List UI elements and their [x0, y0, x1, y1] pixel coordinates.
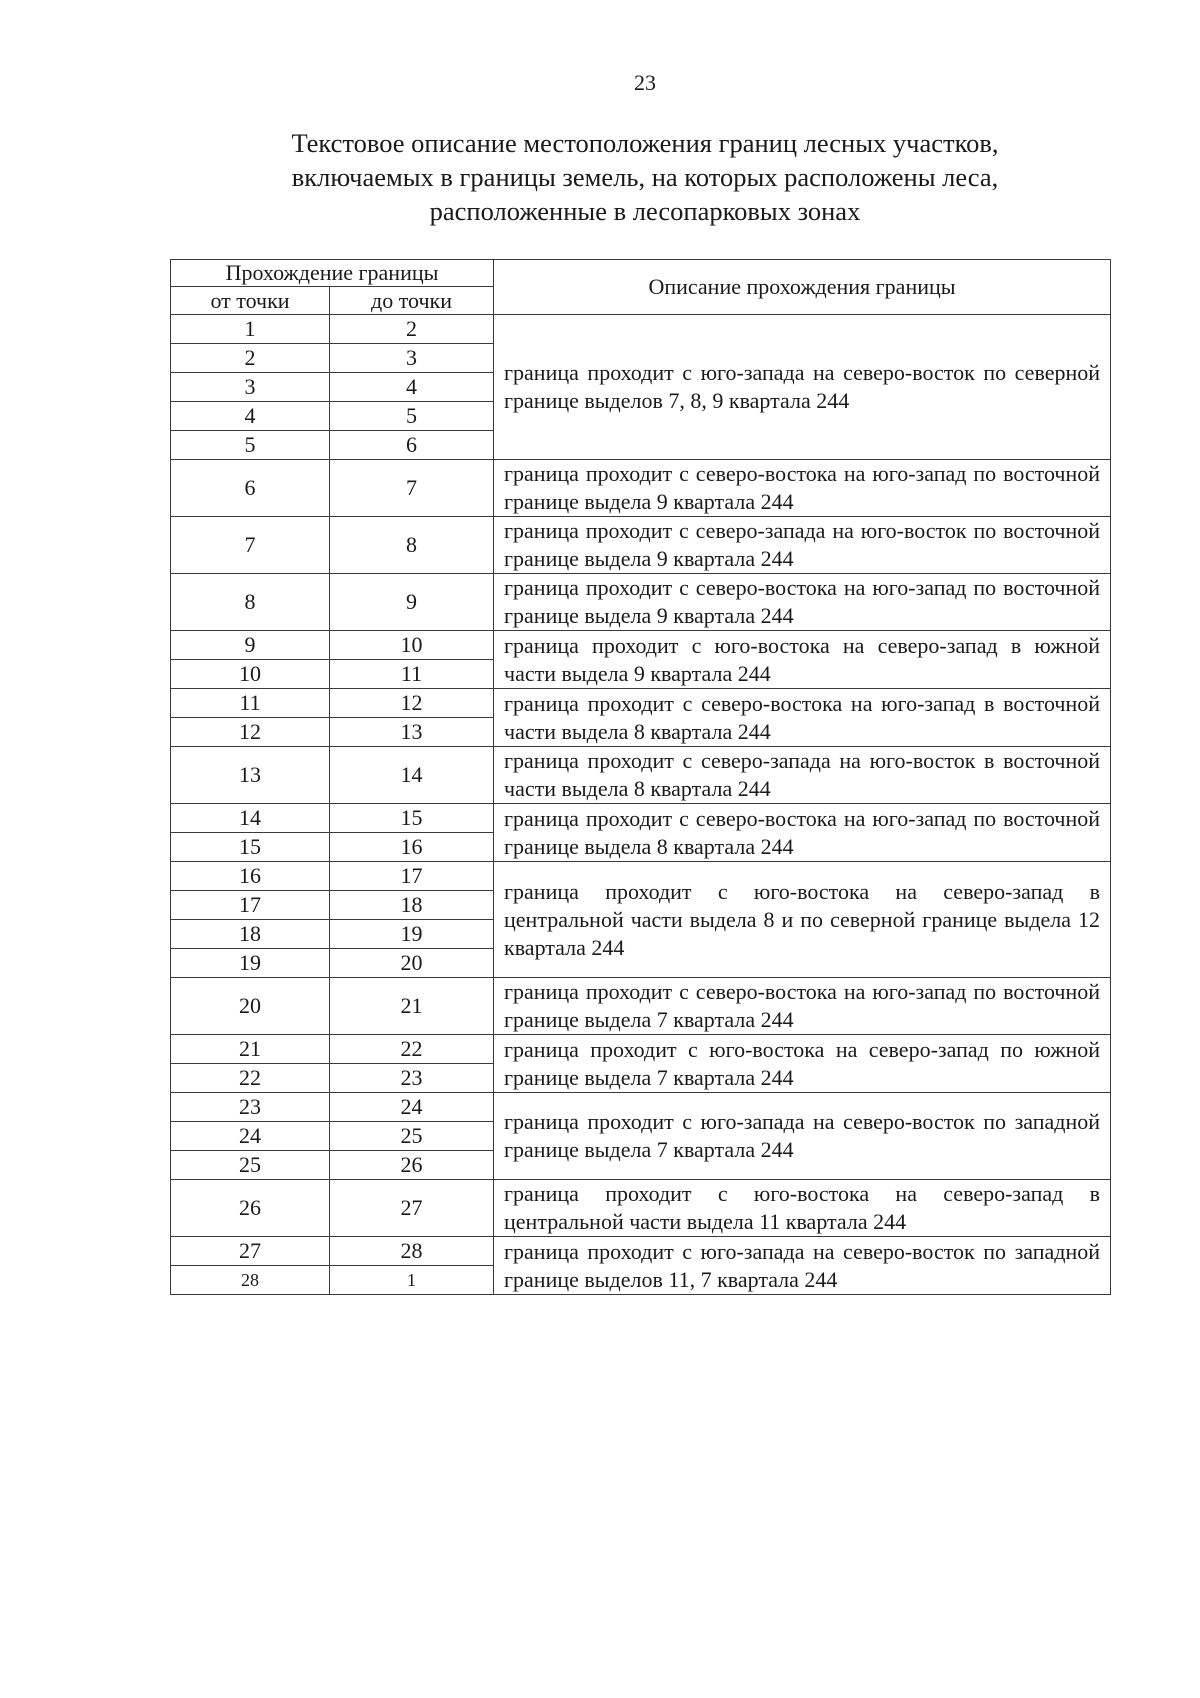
- from-point-cell: 18: [171, 920, 330, 949]
- table-body: [171, 315, 1111, 1295]
- from-point-cell: 19: [171, 949, 330, 978]
- table-row: [171, 315, 1111, 344]
- to-point-cell: 27: [330, 1180, 494, 1237]
- description-cell: граница проходит с северо-запада на юго-восток в восточной части выдела 8 квартала 244: [494, 747, 1111, 804]
- to-point-cell: 21: [330, 978, 494, 1035]
- from-point-cell: 14: [171, 804, 330, 833]
- to-point-cell: 18: [330, 891, 494, 920]
- to-point-cell: 26: [330, 1151, 494, 1180]
- from-point-cell: 13: [171, 747, 330, 804]
- description-cell: граница проходит с юго-востока на северо-запад по южной границе выдела 7 квартала 244: [494, 1035, 1111, 1093]
- to-point-cell: 2: [330, 315, 494, 344]
- from-point-cell: 9: [171, 631, 330, 660]
- to-point-cell: 5: [330, 402, 494, 431]
- from-point-cell: 5: [171, 431, 330, 460]
- from-point-cell: 25: [171, 1151, 330, 1180]
- to-point-cell: 15: [330, 804, 494, 833]
- from-point-cell: 11: [171, 689, 330, 718]
- to-point-cell: 24: [330, 1093, 494, 1122]
- to-point-cell: 14: [330, 747, 494, 804]
- table-row: [171, 1093, 1111, 1122]
- from-point-cell: 3: [171, 373, 330, 402]
- from-point-cell: 6: [171, 460, 330, 517]
- to-point-cell: 1: [330, 1266, 494, 1295]
- from-point-cell: 24: [171, 1122, 330, 1151]
- table-row: [171, 862, 1111, 891]
- description-cell: граница проходит с северо-востока на юго-запад по восточной границе выдела 9 квартала 244: [494, 460, 1111, 517]
- document-title: [170, 126, 1120, 228]
- to-point-cell: 12: [330, 689, 494, 718]
- table-row: [171, 747, 1111, 804]
- from-point-cell: 26: [171, 1180, 330, 1237]
- table-row: [171, 1035, 1111, 1064]
- table-row: [171, 804, 1111, 833]
- from-point-cell: 7: [171, 517, 330, 574]
- to-point-cell: 20: [330, 949, 494, 978]
- to-point-cell: 4: [330, 373, 494, 402]
- description-cell: граница проходит с юго-запада на северо-восток по западной границе выделов 11, 7 квартала 244: [494, 1237, 1111, 1295]
- to-point-cell: 23: [330, 1064, 494, 1093]
- to-point-cell: 3: [330, 344, 494, 373]
- table-row: [171, 1180, 1111, 1237]
- from-point-cell: 8: [171, 574, 330, 631]
- description-cell: граница проходит с северо-запада на юго-восток по восточной границе выдела 9 квартала 244: [494, 517, 1111, 574]
- header-boundary-passage: Прохождение границы: [171, 260, 494, 287]
- from-point-cell: 23: [171, 1093, 330, 1122]
- table-row: [171, 1237, 1111, 1266]
- to-point-cell: 25: [330, 1122, 494, 1151]
- from-point-cell: 22: [171, 1064, 330, 1093]
- description-cell: граница проходит с юго-запада на северо-восток по северной границе выделов 7, 8, 9 квартала 244: [494, 315, 1111, 460]
- page-number: 23: [634, 70, 656, 95]
- title-line-2: включаемых в границы земель, на которых расположены леса,: [291, 162, 999, 192]
- description-cell: граница проходит с юго-востока на северо-запад в центральной части выдела 8 и по северной границе выдела 12 квартала 244: [494, 862, 1111, 978]
- description-cell: граница проходит с юго-запада на северо-восток по западной границе выдела 7 квартала 244: [494, 1093, 1111, 1180]
- description-cell: граница проходит с северо-востока на юго-запад в восточной части выдела 8 квартала 244: [494, 689, 1111, 747]
- to-point-cell: 22: [330, 1035, 494, 1064]
- table-row: [171, 631, 1111, 660]
- to-point-cell: 17: [330, 862, 494, 891]
- from-point-cell: 15: [171, 833, 330, 862]
- table-row: [171, 574, 1111, 631]
- to-point-cell: 6: [330, 431, 494, 460]
- from-point-cell: 2: [171, 344, 330, 373]
- header-description: Описание прохождения границы: [494, 260, 1111, 315]
- from-point-cell: 17: [171, 891, 330, 920]
- table-row: [171, 978, 1111, 1035]
- to-point-cell: 9: [330, 574, 494, 631]
- header-to-point: до точки: [330, 287, 494, 315]
- from-point-cell: 1: [171, 315, 330, 344]
- to-point-cell: 10: [330, 631, 494, 660]
- from-point-cell: 12: [171, 718, 330, 747]
- to-point-cell: 19: [330, 920, 494, 949]
- to-point-cell: 8: [330, 517, 494, 574]
- to-point-cell: 28: [330, 1237, 494, 1266]
- description-cell: граница проходит с северо-востока на юго-запад по восточной границе выдела 7 квартала 244: [494, 978, 1111, 1035]
- from-point-cell: 10: [171, 660, 330, 689]
- to-point-cell: 16: [330, 833, 494, 862]
- from-point-cell: 4: [171, 402, 330, 431]
- table-row: [171, 517, 1111, 574]
- from-point-cell: 20: [171, 978, 330, 1035]
- from-point-cell: 16: [171, 862, 330, 891]
- description-cell: граница проходит с юго-востока на северо-запад в центральной части выдела 11 квартала 244: [494, 1180, 1111, 1237]
- from-point-cell: 21: [171, 1035, 330, 1064]
- table-row: [171, 460, 1111, 517]
- description-cell: граница проходит с юго-востока на северо-запад в южной части выдела 9 квартала 244: [494, 631, 1111, 689]
- header-from-point: от точки: [171, 287, 330, 315]
- to-point-cell: 11: [330, 660, 494, 689]
- title-line-1: Текстовое описание местоположения границ лесных участков,: [291, 128, 999, 158]
- from-point-cell: 27: [171, 1237, 330, 1266]
- table-row: [171, 689, 1111, 718]
- from-point-cell: 28: [171, 1266, 330, 1295]
- title-line-3: расположенные в лесопарковых зонах: [429, 196, 861, 226]
- description-cell: граница проходит с северо-востока на юго-запад по восточной границе выдела 8 квартала 244: [494, 804, 1111, 862]
- to-point-cell: 13: [330, 718, 494, 747]
- description-cell: граница проходит с северо-востока на юго-запад по восточной границе выдела 9 квартала 244: [494, 574, 1111, 631]
- to-point-cell: 7: [330, 460, 494, 517]
- boundary-table: [170, 259, 1111, 1295]
